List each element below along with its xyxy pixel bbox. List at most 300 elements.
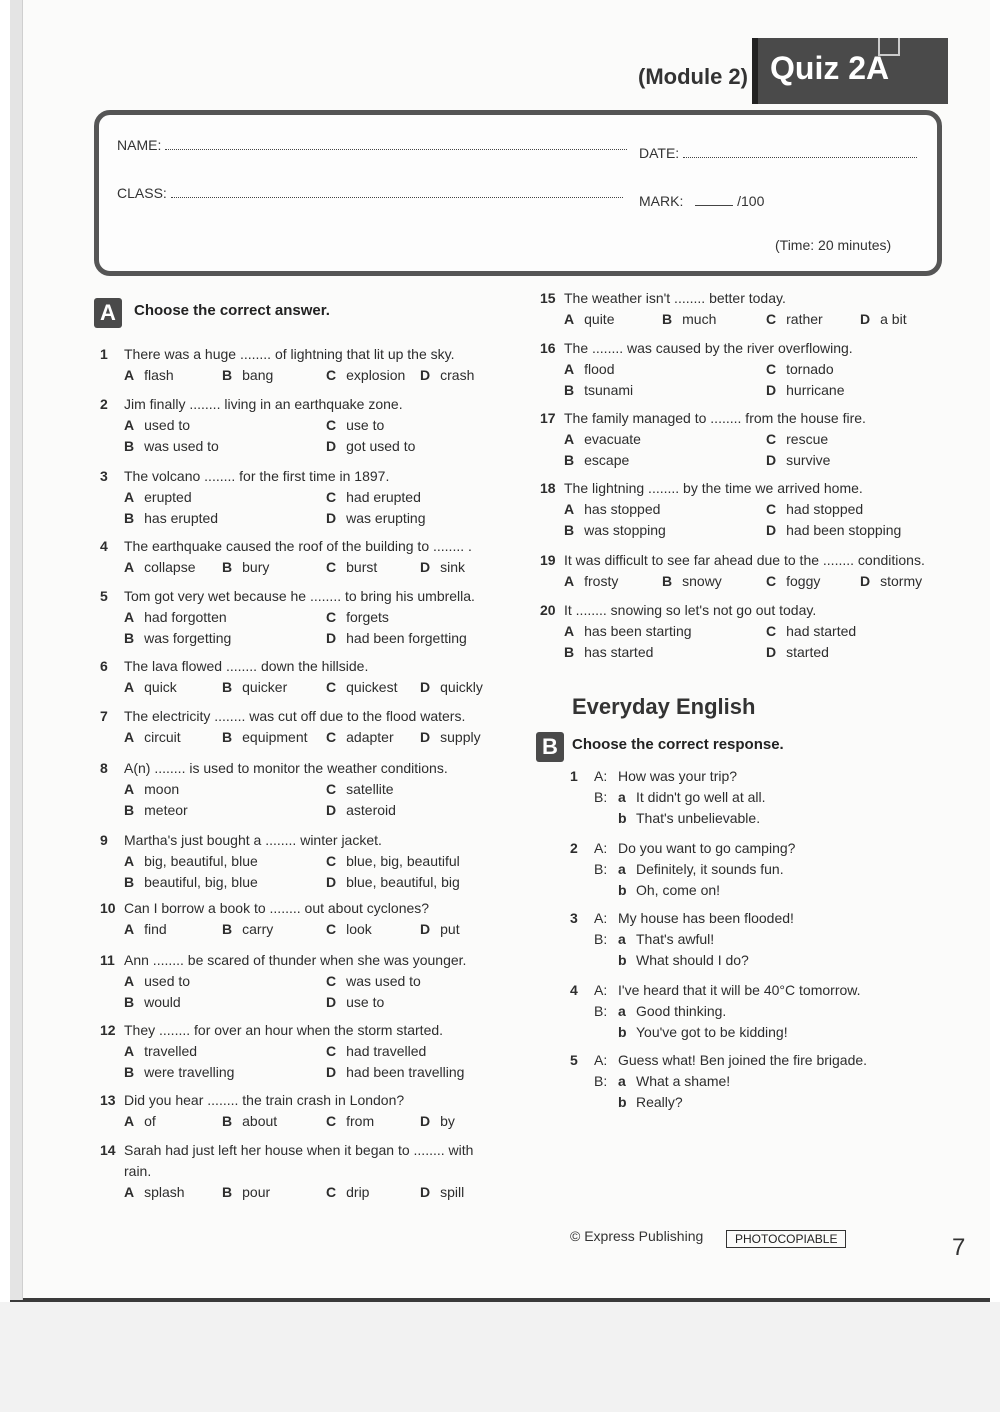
- option-text: tornado: [786, 361, 834, 377]
- question-text: Can I borrow a book to ........ out about cyclones?: [124, 900, 430, 916]
- option-text: travelled: [144, 1043, 198, 1059]
- option-a[interactable]: [564, 499, 660, 520]
- options-row: [100, 1041, 500, 1062]
- response-text: Good thinking.: [636, 1003, 727, 1019]
- question-text: It ........ snowing so let's not go out today.: [564, 602, 817, 618]
- option-c[interactable]: [326, 487, 421, 508]
- options-row: [100, 971, 500, 992]
- option-text: tsunami: [584, 382, 634, 398]
- question-stem: [540, 288, 940, 309]
- option-text: blue, big, beautiful: [346, 853, 460, 869]
- option-c[interactable]: [326, 1041, 426, 1062]
- question-text: It was difficult to see far ahead due to the ........ conditions.: [564, 552, 925, 568]
- option-d[interactable]: [326, 508, 426, 529]
- option-d[interactable]: [860, 309, 907, 330]
- option-text: carry: [242, 921, 274, 937]
- response-text: That's awful!: [636, 931, 715, 947]
- question-stem: [540, 338, 940, 359]
- option-text: had travelled: [346, 1043, 427, 1059]
- question-number: 8: [100, 760, 108, 776]
- question-3: [100, 466, 500, 529]
- option-letter: C: [326, 921, 337, 937]
- option-b[interactable]: [124, 872, 258, 893]
- dialogue-4: [570, 980, 940, 1043]
- option-c[interactable]: [326, 557, 377, 578]
- question-number: 18: [540, 480, 556, 496]
- option-text: had erupted: [346, 489, 421, 505]
- option-d[interactable]: [326, 992, 384, 1013]
- name-field[interactable]: [165, 137, 627, 150]
- option-b[interactable]: [124, 436, 219, 457]
- options-row: [540, 520, 940, 541]
- option-text: was erupting: [346, 510, 426, 526]
- question-text: The weather isn't ........ better today.: [564, 290, 786, 306]
- question-text: Did you hear ........ the train crash in London?: [124, 1092, 405, 1108]
- option-a[interactable]: [124, 487, 192, 508]
- option-letter: D: [766, 522, 777, 538]
- question-20: [540, 600, 940, 663]
- time-note: (Time: 20 minutes): [775, 237, 892, 253]
- option-text: equipment: [242, 729, 308, 745]
- option-letter: D: [420, 679, 431, 695]
- option-text: hurricane: [786, 382, 845, 398]
- option-letter: D: [766, 452, 777, 468]
- option-a[interactable]: [124, 1182, 185, 1203]
- option-letter: C: [326, 559, 337, 575]
- response-letter: b: [618, 952, 627, 968]
- response-text: Oh, come on!: [636, 882, 721, 898]
- date-row: [639, 145, 917, 161]
- option-letter: D: [326, 1064, 337, 1080]
- option-c[interactable]: [766, 309, 823, 330]
- option-b[interactable]: [564, 450, 629, 471]
- response-letter: a: [618, 789, 626, 805]
- option-letter: B: [222, 1184, 233, 1200]
- option-text: flash: [144, 367, 174, 383]
- option-letter: D: [766, 644, 777, 660]
- speaker-b: B:: [594, 861, 608, 877]
- option-letter: A: [124, 853, 135, 869]
- option-letter: A: [124, 609, 135, 625]
- option-text: beautiful, big, blue: [144, 874, 258, 890]
- option-letter: B: [662, 573, 673, 589]
- corner-mark-icon: [878, 38, 900, 56]
- question-stem: [100, 1020, 500, 1041]
- option-a[interactable]: [124, 1041, 197, 1062]
- question-7: [100, 706, 500, 748]
- option-a[interactable]: [564, 359, 614, 380]
- option-letter: D: [326, 802, 337, 818]
- options-row: [100, 779, 500, 800]
- option-c[interactable]: [766, 499, 863, 520]
- question-8: [100, 758, 500, 821]
- option-b[interactable]: [222, 365, 273, 386]
- question-15: [540, 288, 940, 330]
- options-row: [540, 621, 940, 642]
- prompt-text: Guess what! Ben joined the fire brigade.: [618, 1052, 868, 1068]
- prompt-text: How was your trip?: [618, 768, 738, 784]
- option-letter: C: [326, 781, 337, 797]
- option-c[interactable]: [326, 677, 397, 698]
- option-letter: A: [124, 559, 135, 575]
- options-row: [540, 571, 940, 592]
- dialogue-number: 4: [570, 982, 578, 998]
- option-a[interactable]: [564, 621, 692, 642]
- option-text: used to: [144, 973, 191, 989]
- option-a[interactable]: [124, 851, 258, 872]
- option-c[interactable]: [326, 971, 421, 992]
- option-b[interactable]: [124, 800, 188, 821]
- option-letter: B: [124, 438, 135, 454]
- option-c[interactable]: [766, 621, 856, 642]
- option-text: spill: [440, 1184, 465, 1200]
- dialogue-2: [570, 838, 940, 901]
- option-letter: D: [420, 921, 431, 937]
- option-text: evacuate: [584, 431, 641, 447]
- question-stem: [100, 950, 500, 971]
- response-b[interactable]: [570, 950, 940, 971]
- question-text: Jim finally ........ living in an earthquake zone.: [124, 396, 403, 412]
- speaker-a: A:: [594, 840, 608, 856]
- section-a-badge: A: [94, 298, 122, 328]
- option-text: find: [144, 921, 167, 937]
- option-b[interactable]: [124, 992, 181, 1013]
- options-row: [100, 1182, 500, 1203]
- question-stem: [540, 550, 940, 571]
- question-stem: [100, 1140, 500, 1161]
- option-letter: B: [124, 630, 135, 646]
- options-row: [540, 450, 940, 471]
- option-d[interactable]: [766, 380, 845, 401]
- option-letter: C: [766, 361, 777, 377]
- option-b[interactable]: [222, 1111, 277, 1132]
- class-row: [117, 185, 623, 201]
- option-text: from: [346, 1113, 375, 1129]
- question-number: 2: [100, 396, 108, 412]
- option-a[interactable]: [124, 557, 196, 578]
- option-c[interactable]: [326, 1182, 369, 1203]
- binding-edge: [10, 0, 23, 1300]
- page-number: 7: [952, 1234, 966, 1261]
- option-letter: D: [326, 874, 337, 890]
- options-row: [100, 677, 500, 698]
- date-field[interactable]: [683, 145, 917, 158]
- option-letter: D: [420, 1184, 431, 1200]
- option-b[interactable]: [662, 571, 722, 592]
- option-text: crash: [440, 367, 475, 383]
- option-text: asteroid: [346, 802, 396, 818]
- question-text: A(n) ........ is used to monitor the weather conditions.: [124, 760, 448, 776]
- option-b[interactable]: [662, 309, 716, 330]
- question-text: Martha's just bought a ........ winter jacket.: [124, 832, 382, 848]
- question-16: [540, 338, 940, 401]
- option-text: burst: [346, 559, 378, 575]
- option-text: forgets: [346, 609, 389, 625]
- option-text: had been travelling: [346, 1064, 465, 1080]
- option-a[interactable]: [124, 919, 167, 940]
- question-text: There was a huge ........ of lightning that lit up the sky.: [124, 346, 455, 362]
- option-letter: D: [860, 311, 871, 327]
- mark-field[interactable]: [695, 193, 733, 206]
- option-d[interactable]: [420, 1111, 455, 1132]
- question-number: 13: [100, 1092, 116, 1108]
- class-field[interactable]: [171, 185, 623, 198]
- option-a[interactable]: [124, 607, 227, 628]
- option-text: has erupted: [144, 510, 219, 526]
- option-text: was stopping: [584, 522, 666, 538]
- option-a[interactable]: [124, 677, 177, 698]
- option-b[interactable]: [124, 508, 218, 529]
- option-c[interactable]: [326, 1111, 374, 1132]
- option-letter: C: [766, 431, 777, 447]
- options-row: [100, 1111, 500, 1132]
- option-b[interactable]: [222, 557, 269, 578]
- option-letter: A: [124, 1043, 135, 1059]
- option-d[interactable]: [326, 1062, 464, 1083]
- option-c[interactable]: [766, 359, 834, 380]
- response-letter: a: [618, 1003, 626, 1019]
- response-b[interactable]: [570, 1022, 940, 1043]
- speaker-b: B:: [594, 931, 608, 947]
- question-text: The earthquake caused the roof of the building to ........ .: [124, 538, 472, 554]
- section-a-title: Choose the correct answer.: [134, 302, 330, 319]
- response-text: That's unbelievable.: [636, 810, 761, 826]
- options-row: [100, 872, 500, 893]
- option-text: put: [440, 921, 460, 937]
- option-d[interactable]: [860, 571, 922, 592]
- option-letter: A: [564, 573, 575, 589]
- option-text: by: [440, 1113, 455, 1129]
- option-d[interactable]: [420, 727, 481, 748]
- option-letter: A: [564, 361, 575, 377]
- option-b[interactable]: [124, 628, 231, 649]
- option-a[interactable]: [124, 365, 174, 386]
- options-row: [100, 992, 500, 1013]
- question-text: They ........ for over an hour when the storm started.: [124, 1022, 444, 1038]
- question-text: rain.: [124, 1163, 152, 1179]
- question-number: 12: [100, 1022, 116, 1038]
- option-letter: C: [326, 417, 337, 433]
- option-a[interactable]: [124, 779, 179, 800]
- option-letter: B: [564, 522, 575, 538]
- mark-label: MARK:: [639, 193, 684, 209]
- question-number: 20: [540, 602, 556, 618]
- class-label: CLASS:: [117, 185, 167, 201]
- option-d[interactable]: [420, 919, 460, 940]
- option-text: was used to: [346, 973, 421, 989]
- option-letter: A: [124, 679, 135, 695]
- name-label: NAME:: [117, 137, 162, 153]
- option-d[interactable]: [420, 557, 465, 578]
- option-b[interactable]: [222, 727, 308, 748]
- response-b[interactable]: [570, 808, 940, 829]
- response-a[interactable]: [570, 929, 940, 950]
- response-a[interactable]: [570, 1001, 940, 1022]
- question-number: 9: [100, 832, 108, 848]
- question-4: [100, 536, 500, 578]
- option-b[interactable]: [564, 642, 653, 663]
- option-text: has started: [584, 644, 654, 660]
- option-letter: D: [420, 729, 431, 745]
- option-a[interactable]: [124, 1111, 156, 1132]
- option-c[interactable]: [326, 415, 384, 436]
- question-number: 1: [100, 346, 108, 362]
- dialogue-1: [570, 766, 940, 829]
- question-10: [100, 898, 500, 940]
- section-b-badge: B: [536, 732, 564, 762]
- option-text: was forgetting: [144, 630, 232, 646]
- option-b[interactable]: [564, 520, 666, 541]
- question-number: 16: [540, 340, 556, 356]
- question-stem: [540, 600, 940, 621]
- option-d[interactable]: [766, 450, 830, 471]
- option-a[interactable]: [124, 971, 190, 992]
- response-a[interactable]: [570, 859, 940, 880]
- option-letter: A: [124, 973, 135, 989]
- option-letter: D: [766, 382, 777, 398]
- option-letter: C: [326, 1184, 337, 1200]
- option-letter: D: [420, 367, 431, 383]
- option-d[interactable]: [326, 436, 415, 457]
- option-d[interactable]: [326, 872, 460, 893]
- option-c[interactable]: [766, 429, 828, 450]
- options-row: [100, 365, 500, 386]
- option-d[interactable]: [326, 800, 396, 821]
- option-d[interactable]: [326, 628, 467, 649]
- option-text: survive: [786, 452, 831, 468]
- option-text: were travelling: [144, 1064, 235, 1080]
- option-d[interactable]: [766, 520, 901, 541]
- dialogue-prompt: [570, 908, 940, 929]
- option-text: has stopped: [584, 501, 661, 517]
- option-letter: A: [124, 921, 135, 937]
- option-c[interactable]: [326, 919, 372, 940]
- question-stem: [100, 830, 500, 851]
- option-b[interactable]: [124, 1062, 234, 1083]
- option-text: about: [242, 1113, 278, 1129]
- option-text: quick: [144, 679, 177, 695]
- question-11: [100, 950, 500, 1013]
- option-a[interactable]: [124, 727, 181, 748]
- option-c[interactable]: [326, 607, 389, 628]
- response-a[interactable]: [570, 787, 940, 808]
- question-stem: [100, 394, 500, 415]
- dialogue-prompt: [570, 838, 940, 859]
- question-number: 17: [540, 410, 556, 426]
- option-text: had forgotten: [144, 609, 227, 625]
- option-letter: B: [222, 679, 233, 695]
- option-text: started: [786, 644, 829, 660]
- question-text: Ann ........ be scared of thunder when she was younger.: [124, 952, 467, 968]
- option-letter: C: [326, 679, 337, 695]
- option-text: quickest: [346, 679, 398, 695]
- options-row: [100, 919, 500, 940]
- prompt-text: Do you want to go camping?: [618, 840, 796, 856]
- question-number: 7: [100, 708, 108, 724]
- option-b[interactable]: [222, 677, 287, 698]
- question-1: [100, 344, 500, 386]
- option-d[interactable]: [420, 677, 483, 698]
- speaker-b: B:: [594, 1073, 608, 1089]
- option-c[interactable]: [326, 779, 394, 800]
- option-letter: A: [564, 431, 575, 447]
- option-b[interactable]: [222, 919, 273, 940]
- dialogue-3: [570, 908, 940, 971]
- dialogue-number: 2: [570, 840, 578, 856]
- response-text: It didn't go well at all.: [636, 789, 766, 805]
- response-a[interactable]: [570, 1071, 940, 1092]
- option-d[interactable]: [420, 1182, 464, 1203]
- question-text: The volcano ........ for the first time in 1897.: [124, 468, 390, 484]
- date-label: DATE:: [639, 145, 680, 161]
- option-text: escape: [584, 452, 630, 468]
- option-a[interactable]: [124, 415, 190, 436]
- option-letter: D: [326, 630, 337, 646]
- question-number: 19: [540, 552, 556, 568]
- option-letter: B: [564, 382, 575, 398]
- question-stem: [100, 344, 500, 365]
- option-b[interactable]: [222, 1182, 270, 1203]
- question-text: Sarah had just left her house when it began to ........ with: [124, 1142, 474, 1158]
- option-letter: A: [124, 1184, 135, 1200]
- option-text: had been forgetting: [346, 630, 467, 646]
- response-b[interactable]: [570, 880, 940, 901]
- option-letter: A: [564, 311, 575, 327]
- option-c[interactable]: [326, 727, 394, 748]
- option-d[interactable]: [766, 642, 829, 663]
- option-d[interactable]: [420, 365, 474, 386]
- question-stem: [540, 478, 940, 499]
- response-text: What should I do?: [636, 952, 749, 968]
- option-a[interactable]: [564, 571, 618, 592]
- speaker-b: B:: [594, 789, 608, 805]
- question-18: [540, 478, 940, 541]
- question-number: 6: [100, 658, 108, 674]
- option-c[interactable]: [766, 571, 820, 592]
- option-a[interactable]: [564, 309, 614, 330]
- options-row: [100, 415, 500, 436]
- question-13: [100, 1090, 500, 1132]
- option-text: of: [144, 1113, 156, 1129]
- option-a[interactable]: [564, 429, 641, 450]
- option-letter: B: [222, 729, 233, 745]
- option-text: a bit: [880, 311, 907, 327]
- option-letter: B: [564, 644, 575, 660]
- question-text: The family managed to ........ from the house fire.: [564, 410, 866, 426]
- option-c[interactable]: [326, 365, 405, 386]
- option-letter: D: [860, 573, 871, 589]
- question-text: The lightning ........ by the time we arrived home.: [564, 480, 863, 496]
- option-c[interactable]: [326, 851, 460, 872]
- option-text: snowy: [682, 573, 722, 589]
- option-letter: C: [326, 489, 337, 505]
- option-letter: B: [222, 367, 233, 383]
- question-2: [100, 394, 500, 457]
- option-b[interactable]: [564, 380, 633, 401]
- response-b[interactable]: [570, 1092, 940, 1113]
- dialogue-prompt: [570, 1050, 940, 1071]
- option-text: bang: [242, 367, 274, 383]
- option-letter: C: [326, 729, 337, 745]
- options-row: [540, 642, 940, 663]
- prompt-text: My house has been flooded!: [618, 910, 794, 926]
- option-letter: D: [326, 510, 337, 526]
- option-letter: D: [420, 559, 431, 575]
- option-text: has been starting: [584, 623, 692, 639]
- option-letter: B: [124, 1064, 135, 1080]
- name-row: [117, 137, 627, 153]
- dialogue-prompt: [570, 980, 940, 1001]
